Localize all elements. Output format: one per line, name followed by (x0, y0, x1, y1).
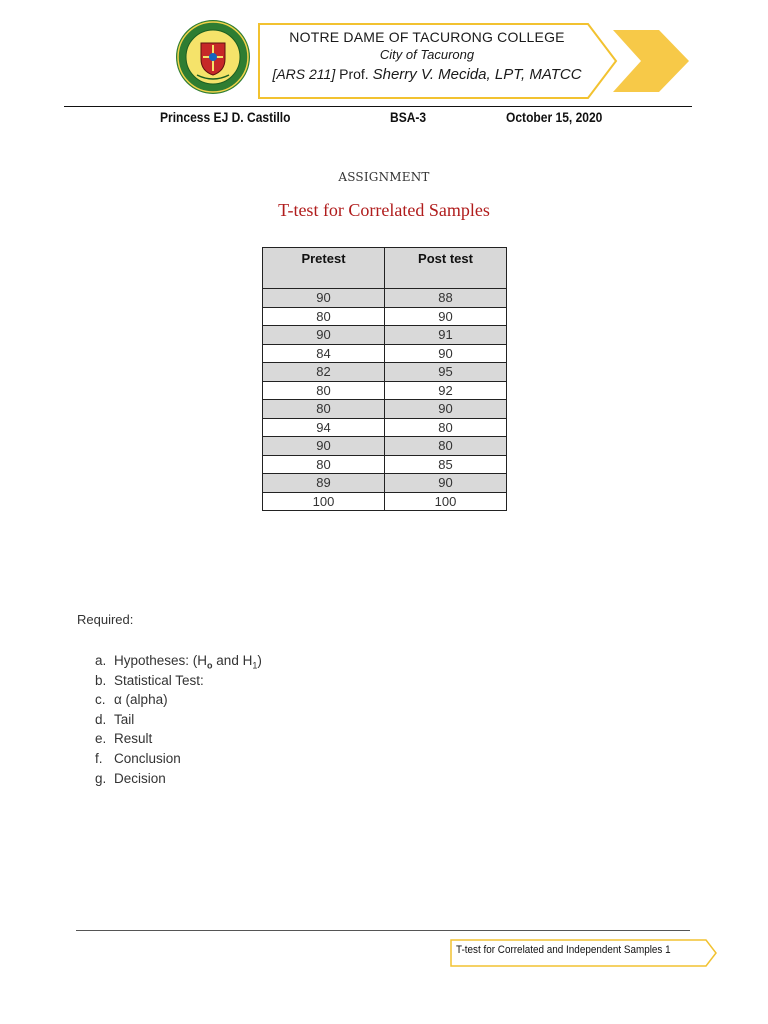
pretest-cell: 90 (263, 289, 385, 308)
pretest-cell: 94 (263, 418, 385, 437)
posttest-cell: 92 (385, 381, 507, 400)
page-number: 1 (665, 944, 671, 956)
table-row (263, 474, 507, 493)
list-item-text: Tail (114, 711, 135, 727)
list-marker: e. (95, 731, 107, 747)
course-professor-line (262, 64, 592, 85)
city-name: City of Tacurong (379, 47, 475, 62)
posttest-cell: 85 (385, 455, 507, 474)
college-seal-logo (175, 19, 251, 95)
required-list (95, 651, 262, 788)
hypotheses-text: Hypotheses: (H (114, 653, 208, 668)
pretest-cell: 90 (263, 326, 385, 345)
prof-prefix: Prof. (339, 66, 369, 82)
footer-title: T-test for Correlated and Independent Samples (456, 944, 663, 956)
list-marker: a. (95, 653, 107, 668)
posttest-cell: 95 (385, 363, 507, 382)
pretest-cell: 82 (263, 363, 385, 382)
list-item (95, 710, 262, 730)
pretest-cell: 80 (263, 381, 385, 400)
list-marker: c. (95, 692, 106, 708)
column-header-posttest: Post test (385, 248, 507, 289)
professor-name: Sherry V. Mecida, LPT, MATCC (372, 66, 582, 83)
column-header-pretest: Pretest (263, 248, 385, 289)
list-marker: b. (95, 672, 107, 688)
list-item (95, 690, 262, 710)
pretest-cell: 80 (263, 400, 385, 419)
list-marker: g. (95, 770, 107, 786)
table-row (263, 344, 507, 363)
student-course: BSA-3 (390, 109, 427, 125)
table-row (263, 418, 507, 437)
posttest-cell: 80 (385, 418, 507, 437)
list-item-text: α (alpha) (114, 692, 168, 708)
list-item (95, 749, 262, 769)
scores-table (262, 247, 507, 511)
pretest-cell: 84 (263, 344, 385, 363)
course-code: [ARS 211] (272, 66, 336, 82)
institution-name: NOTRE DAME OF TACURONG COLLEGE (289, 29, 565, 45)
assignment-label: ASSIGNMENT (338, 170, 430, 184)
table-row (263, 289, 507, 308)
table-row (263, 492, 507, 511)
table-row (263, 381, 507, 400)
header-divider (64, 106, 692, 107)
list-item (95, 671, 262, 691)
list-marker: f. (95, 750, 103, 766)
subscript-alt: 1 (252, 660, 258, 671)
posttest-cell: 80 (385, 437, 507, 456)
posttest-cell: 90 (385, 474, 507, 493)
chevron-arrow-icon (613, 30, 689, 92)
table-row (263, 400, 507, 419)
posttest-cell: 88 (385, 289, 507, 308)
table-header-row (263, 248, 507, 289)
list-item (95, 729, 262, 749)
table-row (263, 326, 507, 345)
required-label: Required: (77, 612, 134, 627)
hypotheses-end: ) (257, 653, 262, 668)
list-item-text: Statistical Test: (114, 672, 204, 688)
pretest-cell: 100 (263, 492, 385, 511)
list-item-text: Result (114, 731, 153, 747)
document-title: T-test for Correlated Samples (278, 200, 490, 220)
submission-date: October 15, 2020 (506, 109, 603, 125)
table-row (263, 363, 507, 382)
header-text-block (262, 28, 592, 85)
posttest-cell: 91 (385, 326, 507, 345)
subscript-null: o (207, 660, 213, 671)
posttest-cell: 90 (385, 400, 507, 419)
list-marker: d. (95, 711, 107, 727)
footer-label (456, 944, 671, 956)
list-item-text: Decision (114, 770, 166, 786)
footer-divider (76, 930, 690, 931)
posttest-cell: 90 (385, 344, 507, 363)
pretest-cell: 89 (263, 474, 385, 493)
table-row (263, 307, 507, 326)
hypotheses-mid: and H (212, 653, 253, 668)
posttest-cell: 100 (385, 492, 507, 511)
table-row (263, 455, 507, 474)
posttest-cell: 90 (385, 307, 507, 326)
list-item (95, 651, 262, 671)
student-name: Princess EJ D. Castillo (160, 109, 291, 125)
table-row (263, 437, 507, 456)
list-item (95, 769, 262, 789)
pretest-cell: 80 (263, 307, 385, 326)
pretest-cell: 90 (263, 437, 385, 456)
pretest-cell: 80 (263, 455, 385, 474)
list-item-text: Conclusion (114, 750, 181, 766)
